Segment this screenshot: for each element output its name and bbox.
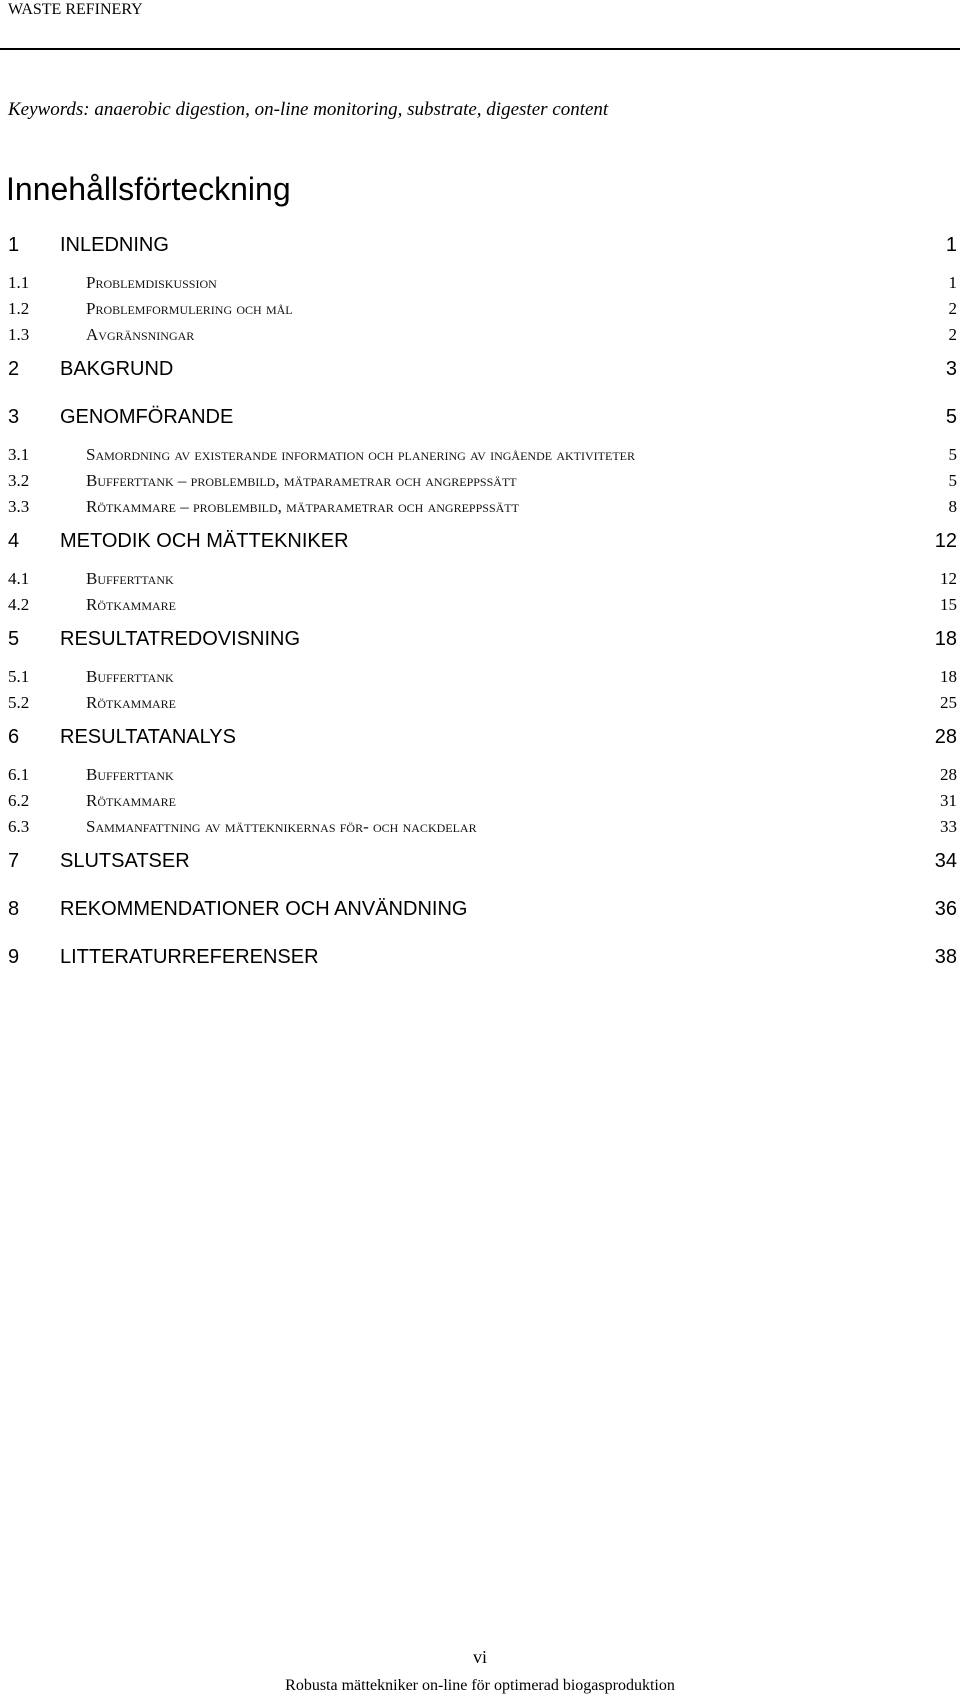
toc-entry-number: 1.3 xyxy=(8,325,30,344)
toc-entry-page: 34 xyxy=(934,850,957,872)
toc-entry-number: 6.3 xyxy=(8,817,30,836)
toc-entry-title: Bufferttank – problembild, mätparametrar och angreppssätt xyxy=(86,471,517,490)
toc-entry-page: 12 xyxy=(940,569,957,588)
toc-entry[interactable] xyxy=(0,664,960,690)
toc-entry-number: 9 xyxy=(8,946,20,968)
toc-entry-title: RESULTATANALYS xyxy=(60,726,236,748)
toc-entry-number: 6.1 xyxy=(8,765,30,784)
toc-entry[interactable] xyxy=(0,526,960,556)
toc-entry[interactable] xyxy=(0,354,960,384)
toc-entry-page: 31 xyxy=(940,791,957,810)
toc-entry-number: 5.1 xyxy=(8,667,30,686)
toc-entry[interactable] xyxy=(0,566,960,592)
toc-entry-number: 4 xyxy=(8,530,20,552)
toc-entry-title: Rötkammare xyxy=(86,595,177,614)
toc-entry-page: 36 xyxy=(934,898,957,920)
running-header: WASTE REFINERY xyxy=(8,1,143,18)
toc-entry[interactable] xyxy=(0,690,960,716)
toc-entry-number: 4.2 xyxy=(8,595,30,614)
toc-entry-title: REKOMMENDATIONER OCH ANVÄNDNING xyxy=(60,898,468,920)
toc-entry-title: Rötkammare – problembild, mätparametrar och angreppssätt xyxy=(86,497,519,516)
toc-entry-number: 1.2 xyxy=(8,299,30,318)
toc-entry-title: SLUTSATSER xyxy=(60,850,190,872)
toc-entry-number: 6 xyxy=(8,726,20,748)
toc-entry-page: 5 xyxy=(948,471,957,490)
toc-entry-page: 2 xyxy=(948,299,957,318)
toc-entry-page: 1 xyxy=(948,273,957,292)
toc-entry-title: LITTERATURREFERENSER xyxy=(60,946,319,968)
footer-page-number: vi xyxy=(472,1647,487,1667)
toc-entry-page: 28 xyxy=(940,765,957,784)
toc-entry-page: 18 xyxy=(934,628,957,650)
footer-title: Robusta mättekniker on-line för optimerad biogasproduktion xyxy=(285,1677,675,1694)
toc-entry-title: Bufferttank xyxy=(86,667,174,686)
toc-entry[interactable] xyxy=(0,722,960,752)
toc-entry-page: 15 xyxy=(940,595,957,614)
toc-entry-number: 3.2 xyxy=(8,471,30,490)
toc-entry-page: 8 xyxy=(948,497,957,516)
toc-entry-title: RESULTATREDOVISNING xyxy=(60,628,301,650)
toc-entry-page: 25 xyxy=(940,693,957,712)
toc-entry-title: Samordning av existerande information och planering av ingående aktiviteter xyxy=(86,445,635,464)
toc-entry[interactable] xyxy=(0,468,960,494)
toc-entry-title: METODIK OCH MÄTTEKNIKER xyxy=(60,530,349,552)
toc-entry[interactable] xyxy=(0,494,960,520)
toc-entry-page: 5 xyxy=(945,406,957,428)
toc-entry-number: 4.1 xyxy=(8,569,30,588)
toc-entry[interactable] xyxy=(0,402,960,432)
toc-entry[interactable] xyxy=(0,846,960,876)
keywords-line: Keywords: anaerobic digestion, on-line monitoring, substrate, digester content xyxy=(8,99,609,120)
toc-entry[interactable] xyxy=(0,624,960,654)
toc-entry-title: GENOMFÖRANDE xyxy=(60,406,234,428)
toc-entry-title: INLEDNING xyxy=(60,234,169,256)
toc-entry[interactable] xyxy=(0,270,960,296)
toc-entry-page: 18 xyxy=(940,667,957,686)
toc-entry-page: 28 xyxy=(934,726,957,748)
toc-entry[interactable] xyxy=(0,942,960,972)
toc-entry[interactable] xyxy=(0,814,960,840)
toc-entry[interactable] xyxy=(0,788,960,814)
toc-entry-number: 1.1 xyxy=(8,273,30,292)
toc-entry[interactable] xyxy=(0,894,960,924)
toc-entry-title: Bufferttank xyxy=(86,569,174,588)
header-rule xyxy=(0,48,960,50)
toc-entry-number: 5 xyxy=(8,628,20,650)
toc-entry-number: 8 xyxy=(8,898,20,920)
toc-entry-title: Sammanfattning av mätteknikernas för- och nackdelar xyxy=(86,817,477,836)
toc-entry-page: 38 xyxy=(934,946,957,968)
toc-entry-page: 5 xyxy=(948,445,957,464)
toc-entry-page: 2 xyxy=(948,325,957,344)
toc-entry-number: 6.2 xyxy=(8,791,30,810)
toc-entry-page: 3 xyxy=(945,358,957,380)
toc-heading: Innehållsförteckning xyxy=(6,171,291,207)
toc-entry[interactable] xyxy=(0,592,960,618)
toc-entry[interactable] xyxy=(0,762,960,788)
toc-entry-number: 3.1 xyxy=(8,445,30,464)
toc-entry-number: 3.3 xyxy=(8,497,30,516)
toc-entry[interactable] xyxy=(0,296,960,322)
toc-entry-number: 5.2 xyxy=(8,693,30,712)
toc-entry[interactable] xyxy=(0,442,960,468)
toc-entry-title: Problemdiskussion xyxy=(86,273,217,292)
toc-entry-title: Avgränsningar xyxy=(86,325,195,344)
toc-entry[interactable] xyxy=(0,230,960,260)
toc-entry-page: 12 xyxy=(934,530,957,552)
toc-entry-number: 3 xyxy=(8,406,20,428)
toc-entry-number: 7 xyxy=(8,850,20,872)
toc-entry-title: Rötkammare xyxy=(86,791,177,810)
toc-entry-number: 2 xyxy=(8,358,20,380)
toc-entry-title: BAKGRUND xyxy=(60,358,174,380)
toc-entry[interactable] xyxy=(0,322,960,348)
toc-entry-title: Rötkammare xyxy=(86,693,177,712)
toc-entry-title: Bufferttank xyxy=(86,765,174,784)
toc-entry-number: 1 xyxy=(8,234,20,256)
toc-entry-page: 1 xyxy=(945,234,957,256)
toc-entry-title: Problemformulering och mål xyxy=(86,299,293,318)
toc-entry-page: 33 xyxy=(940,817,957,836)
